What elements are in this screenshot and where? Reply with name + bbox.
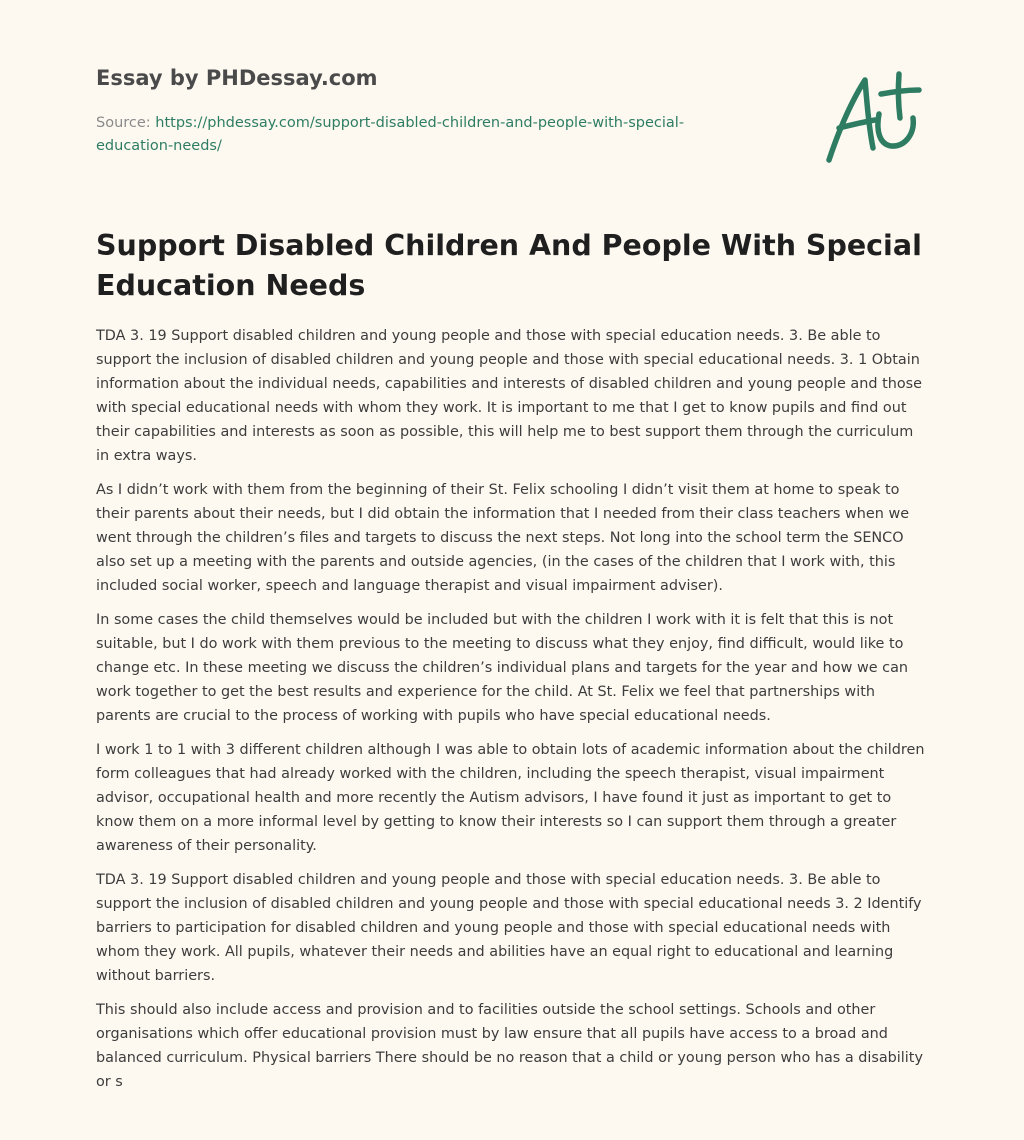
site-name: Essay by PHDessay.com bbox=[96, 66, 378, 90]
source-link[interactable]: https://phdessay.com/support-disabled-children-and-people-with-special-education-needs/ bbox=[96, 115, 685, 154]
essay-paragraph-1: TDA 3. 19 Support disabled children and young people and those with special education needs. 3. Be able to support the inclusion of disabled children and young people and those with special educational needs. 3. 1 Obtain information about the individual needs, capabilities and interests of disabled children and young people and those with special educational needs with whom they work. It is important to me that I get to know pupils and find out their capabilities and interests as soon as possible, this will help me to best support them through the curriculum in extra ways. bbox=[96, 328, 922, 464]
essay-paragraph-4: I work 1 to 1 with 3 different children although I was able to obtain lots of academic information about the children form colleagues that had already worked with the children, including the speech therapist, visual impairment advisor, occupational health and more recently the Autism advisors, I have found it just as important to get to know them on a more informal level by getting to know their interests so I can support them through a greater awareness of their personality. bbox=[96, 742, 925, 854]
a-plus-logo-icon bbox=[821, 68, 931, 168]
essay-paragraph-6: This should also include access and provision and to facilities outside the school settings. Schools and other organisations which offer educational provision must by law ensure that all pupils have access to a broad and balanced curriculum. Physical barriers There should be no reason that a child or young person who has a disability or s bbox=[96, 1002, 923, 1090]
essay-paragraph-3: In some cases the child themselves would be included but with the children I work with it is felt that this is not suitable, but I do work with them previous to the meeting to discuss what they enjoy, find difficult, would like to change etc. In these meeting we discuss the children’s individual plans and targets for the year and how we can work together to get the best results and experience for the child. At St. Felix we feel that partnerships with parents are crucial to the process of working with pupils who have special educational needs. bbox=[96, 612, 909, 724]
essay-paragraph-5: TDA 3. 19 Support disabled children and young people and those with special education needs. 3. Be able to support the inclusion of disabled children and young people and those with special educational needs 3. 2 Identify barriers to participation for disabled children and young people and those with special educational needs with whom they work. All pupils, whatever their needs and abilities have an equal right to educational and learning without barriers. bbox=[96, 872, 922, 984]
source-line bbox=[96, 112, 736, 158]
essay-body bbox=[96, 324, 928, 1104]
source-label: Source: bbox=[96, 115, 156, 131]
essay-title: Support Disabled Children And People With Special Education Needs bbox=[96, 229, 922, 302]
essay-paragraph-2: As I didn’t work with them from the beginning of their St. Felix schooling I didn’t visit them at home to speak to their parents about their needs, but I did obtain the information that I needed from their class teachers when we went through the children’s files and targets to discuss the next steps. Not long into the school term the SENCO also set up a meeting with the parents and outside agencies, (in the cases of the children that I work with, this included social worker, speech and language therapist and visual impairment adviser). bbox=[96, 482, 910, 594]
